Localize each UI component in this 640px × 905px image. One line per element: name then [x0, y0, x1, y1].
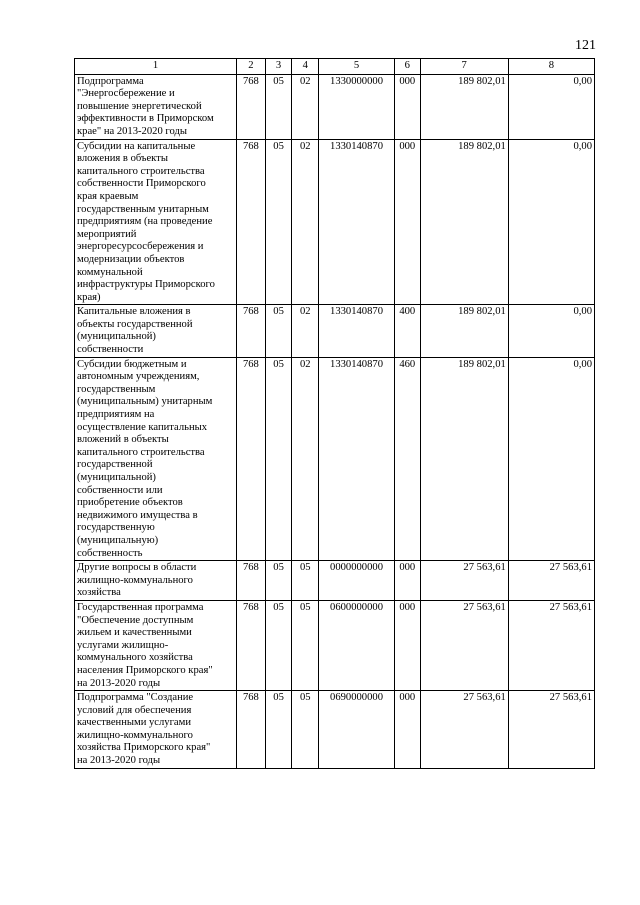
column-header: 5: [319, 59, 395, 75]
subsection-code: 02: [292, 357, 319, 561]
ministry-code: 768: [237, 74, 266, 139]
budget-table: [74, 58, 595, 769]
subsection-code: 05: [292, 691, 319, 769]
subsection-code: 05: [292, 561, 319, 601]
expense-type-code: 000: [394, 139, 420, 305]
target-article-code: 1330000000: [319, 74, 395, 139]
target-article-code: 0600000000: [319, 600, 395, 690]
amount-col7: 189 802,01: [420, 139, 508, 305]
table-row: [75, 305, 595, 357]
table-row: [75, 74, 595, 139]
subsection-code: 05: [292, 600, 319, 690]
amount-col8: 27 563,61: [508, 691, 594, 769]
target-article-code: 1330140870: [319, 139, 395, 305]
subsection-code: 02: [292, 74, 319, 139]
expense-type-code: 000: [394, 691, 420, 769]
row-name: Подпрограмма "Создание условий для обеспечения качественными услугами жилищно-коммунального хозяйства Приморского края" на 2013-2020 годы: [75, 691, 237, 769]
ministry-code: 768: [237, 357, 266, 561]
amount-col7: 189 802,01: [420, 74, 508, 139]
section-code: 05: [265, 357, 292, 561]
amount-col7: 27 563,61: [420, 691, 508, 769]
table-row: [75, 691, 595, 769]
page-number: 121: [575, 38, 596, 53]
column-header: 6: [394, 59, 420, 75]
table-row: [75, 139, 595, 305]
expense-type-code: 000: [394, 74, 420, 139]
amount-col7: 27 563,61: [420, 600, 508, 690]
target-article-code: 1330140870: [319, 357, 395, 561]
column-header: 4: [292, 59, 319, 75]
target-article-code: 1330140870: [319, 305, 395, 357]
amount-col8: 0,00: [508, 139, 594, 305]
table-row: [75, 600, 595, 690]
column-header: 3: [265, 59, 292, 75]
target-article-code: 0690000000: [319, 691, 395, 769]
section-code: 05: [265, 600, 292, 690]
section-code: 05: [265, 139, 292, 305]
expense-type-code: 460: [394, 357, 420, 561]
amount-col8: 0,00: [508, 357, 594, 561]
amount-col7: 27 563,61: [420, 561, 508, 601]
table-header-row: [75, 59, 595, 75]
amount-col7: 189 802,01: [420, 357, 508, 561]
section-code: 05: [265, 74, 292, 139]
row-name: Государственная программа "Обеспечение доступным жильем и качественными услугами жилищно- коммунального хозяйства населения Приморского края" на 2013-2020 годы: [75, 600, 237, 690]
table-row: [75, 561, 595, 601]
amount-col8: 27 563,61: [508, 600, 594, 690]
ministry-code: 768: [237, 305, 266, 357]
subsection-code: 02: [292, 305, 319, 357]
amount-col7: 189 802,01: [420, 305, 508, 357]
table-row: [75, 357, 595, 561]
column-header: 1: [75, 59, 237, 75]
ministry-code: 768: [237, 600, 266, 690]
target-article-code: 0000000000: [319, 561, 395, 601]
section-code: 05: [265, 305, 292, 357]
row-name: Капитальные вложения в объекты государственной (муниципальной) собственности: [75, 305, 237, 357]
row-name: Подпрограмма "Энергосбережение и повышение энергетической эффективности в Приморском крае" на 2013-2020 годы: [75, 74, 237, 139]
section-code: 05: [265, 561, 292, 601]
row-name: Другие вопросы в области жилищно-коммунального хозяйства: [75, 561, 237, 601]
row-name: Субсидии на капитальные вложения в объекты капитального строительства собственности Приморского края краевым государственным унитарным предприятиям (на проведение мероприятий энергоресурсосбережения и модернизации объектов коммунальной инфраструктуры Приморского края): [75, 139, 237, 305]
amount-col8: 0,00: [508, 74, 594, 139]
expense-type-code: 000: [394, 561, 420, 601]
amount-col8: 27 563,61: [508, 561, 594, 601]
ministry-code: 768: [237, 561, 266, 601]
subsection-code: 02: [292, 139, 319, 305]
ministry-code: 768: [237, 691, 266, 769]
column-header: 2: [237, 59, 266, 75]
row-name: Субсидии бюджетным и автономным учреждениям, государственным (муниципальным) унитарным предприятиям на осуществление капитальных вложений в объекты капитального строительства государственной (муниципальной) собственности или приобретение объектов недвижимого имущества в государственную (муниципальную) собственность: [75, 357, 237, 561]
column-header: 7: [420, 59, 508, 75]
expense-type-code: 400: [394, 305, 420, 357]
ministry-code: 768: [237, 139, 266, 305]
expense-type-code: 000: [394, 600, 420, 690]
amount-col8: 0,00: [508, 305, 594, 357]
section-code: 05: [265, 691, 292, 769]
column-header: 8: [508, 59, 594, 75]
